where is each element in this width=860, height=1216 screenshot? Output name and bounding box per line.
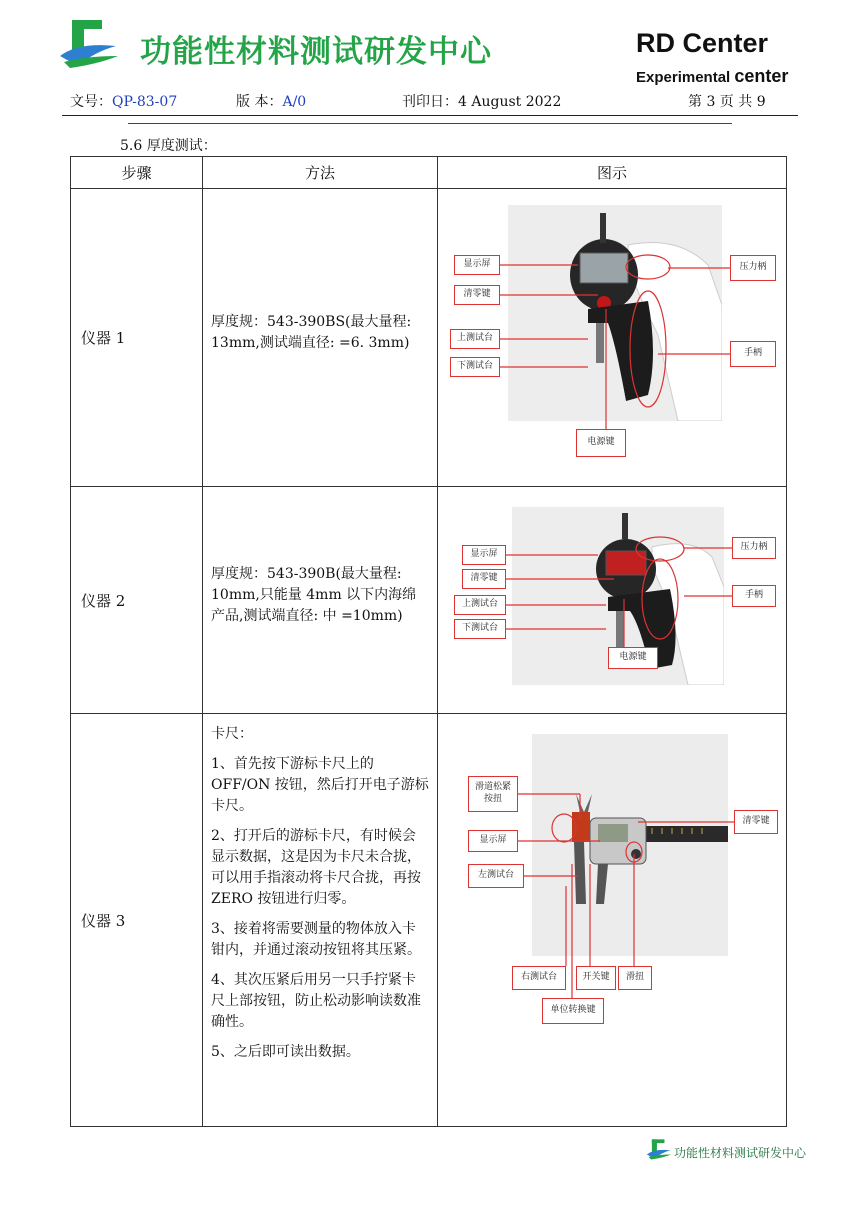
- label-handle: 手柄: [732, 585, 776, 607]
- section-title: 5.6 厚度测试：: [120, 138, 217, 154]
- center-logo-icon: [58, 16, 120, 70]
- label-thumb-roller: 滑扭: [618, 966, 652, 990]
- callout-lines: [438, 189, 787, 486]
- step-cell: 仪器 1: [71, 189, 203, 487]
- header-rule: [62, 115, 798, 116]
- footer-logo-icon: [646, 1137, 672, 1161]
- thickness-test-table: [70, 156, 787, 1127]
- label-display: 显示屏: [468, 830, 518, 852]
- label-lower-anvil: 下测试台: [450, 357, 500, 377]
- label-upper-anvil: 上测试台: [454, 595, 506, 615]
- label-power-key: 电源键: [576, 429, 626, 457]
- org-name-cn: 功能性材料测试研发中心: [140, 34, 492, 70]
- table-row: [71, 189, 787, 487]
- table-header-row: [71, 157, 787, 189]
- step-cell: 仪器 2: [71, 487, 203, 714]
- doc-number: 文号：QP-83-07: [70, 94, 178, 110]
- doc-version: 版 本：A/0: [236, 94, 307, 110]
- label-display: 显示屏: [462, 545, 506, 565]
- header-step: 步骤: [71, 157, 203, 189]
- figure-cell: [438, 487, 787, 714]
- header-method: 方法: [203, 157, 438, 189]
- label-power-key: 电源键: [608, 647, 658, 669]
- table-row: [71, 487, 787, 714]
- gauge-figure-2: [438, 487, 787, 713]
- method-cell: 厚度规：543-390B(最大量程: 10mm,只能量 4mm 以下内海绵产品,测试端直径: 中 =10mm): [203, 487, 438, 714]
- header-rule-thin: [128, 123, 732, 124]
- label-zero-key: 清零键: [734, 810, 778, 834]
- label-left-jaw: 左测试台: [468, 864, 524, 888]
- label-unit-switch-key: 单位转换键: [542, 998, 604, 1024]
- label-upper-anvil: 上测试台: [450, 329, 500, 349]
- org-subtitle: Experimental center: [636, 66, 789, 86]
- label-zero-key: 清零键: [462, 569, 506, 589]
- org-name-en: RD Center: [636, 28, 769, 58]
- caliper-figure: [438, 714, 787, 1126]
- page-number: 第 3 页 共 9: [688, 94, 766, 110]
- label-display: 显示屏: [454, 255, 500, 275]
- header-figure: 图示: [438, 157, 787, 189]
- footer-org-name: 功能性材料测试研发中心: [674, 1146, 807, 1160]
- table-row: [71, 714, 787, 1127]
- label-lower-anvil: 下测试台: [454, 619, 506, 639]
- label-pressure-lever: 压力柄: [730, 255, 776, 281]
- method-cell: 卡尺： 1、首先按下游标卡尺上的 OFF/ON 按钮，然后打开电子游标卡尺。 2、打开后的游标卡尺，有时候会显示数据，这是因为卡尺未合拢，可以用手指滚动将卡尺合拢，再按 ZERO 按钮进行归零。 3、接着将需要测量的物体放入卡钳内，并通过滚动按钮将其压紧。 4、其次压紧后用另一只手拧紧卡尺上部按钮，防止松动影响读数准确性。 5、之后即可读出数据。: [203, 714, 438, 1127]
- figure-cell: [438, 714, 787, 1127]
- label-zero-key: 清零键: [454, 285, 500, 305]
- label-power-key: 开关键: [576, 966, 616, 990]
- callout-lines: [438, 487, 787, 713]
- figure-cell: [438, 189, 787, 487]
- print-date: 刊印日：4 August 2022: [402, 94, 562, 110]
- label-pressure-lever: 压力柄: [732, 537, 776, 559]
- label-handle: 手柄: [730, 341, 776, 367]
- gauge-figure-1: [438, 189, 787, 486]
- label-right-jaw: 右测试台: [512, 966, 566, 990]
- label-slide-lock-knob: 滑道松紧按扭: [468, 776, 518, 812]
- callout-lines: [438, 714, 787, 1126]
- method-cell: 厚度规：543-390BS(最大量程: 13mm,测试端直径: =6. 3mm): [203, 189, 438, 487]
- step-cell: 仪器 3: [71, 714, 203, 1127]
